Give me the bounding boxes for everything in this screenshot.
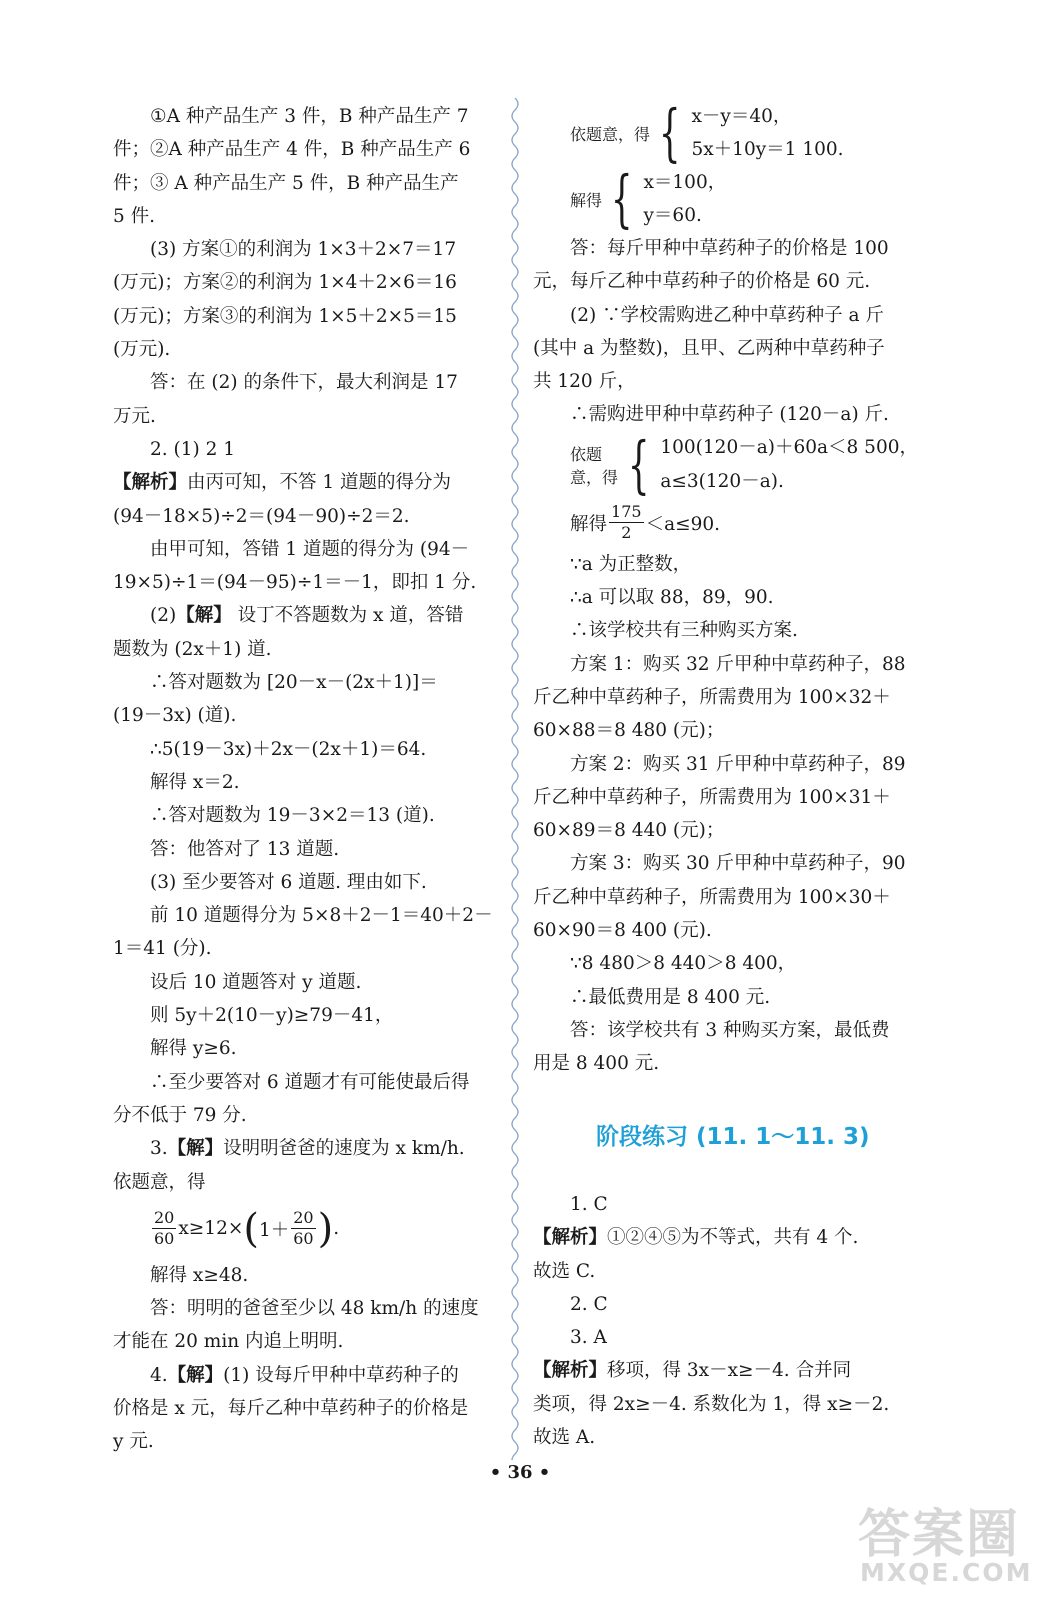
text-line: 设后 10 道题答对 y 道题. xyxy=(150,971,362,993)
text-line: 分不低于 79 分. xyxy=(113,1104,247,1126)
text-line: ∴答对题数为 [20－x－(2x＋1)]＝ xyxy=(150,672,438,694)
text-line: 题数为 (2x＋1) 道. xyxy=(113,638,272,660)
text-line: 方案 1：购买 32 斤甲种中草药种子，88 xyxy=(570,653,906,675)
text-line: 解得 y≥6. xyxy=(150,1038,237,1060)
text-line: 共 120 斤， xyxy=(533,371,636,393)
text-line: 移项，得 3x－x≥－4. 合并同 xyxy=(607,1360,852,1382)
item-label: (2) xyxy=(150,605,177,627)
equation: y＝60. xyxy=(643,205,702,226)
text-line: ∴a 可以取 88，89，90. xyxy=(570,587,774,609)
item-label: 3. xyxy=(150,1138,168,1160)
equation: x＝100， xyxy=(643,171,727,193)
brace-icon: { xyxy=(627,427,650,501)
text-line: 斤乙种中草药种子，所需费用为 100×32＋ xyxy=(533,686,891,708)
text-line: 5 件. xyxy=(113,205,156,227)
inequality: 100(120－a)＋60a＜8 500， xyxy=(660,437,918,459)
equation: 5x＋10y＝1 100. xyxy=(691,139,844,160)
text-line: ①A 种产品生产 3 件，B 种产品生产 7 xyxy=(150,106,469,127)
text-line: ∴至少要答对 6 道题才有可能使最后得 xyxy=(150,1071,470,1093)
text-line: 设丁不答题数为 x 道，答错 xyxy=(237,605,464,627)
text-line: ∴最低费用是 8 400 元. xyxy=(570,986,771,1008)
analysis-label: 【解析】 xyxy=(533,1227,608,1249)
text-line: 60×88＝8 480 (元)； xyxy=(533,720,725,742)
text-line: ∵8 480＞8 440＞8 400， xyxy=(570,953,797,975)
watermark-text: 答案圈 xyxy=(858,1505,1021,1565)
text-line: 1＝41 (分). xyxy=(113,938,212,960)
text-line: 方案 3：购买 30 斤甲种中草药种子，90 xyxy=(570,853,906,875)
text-line: 故选 A. xyxy=(533,1427,596,1449)
text-line: ①②④⑤为不等式，共有 4 个. xyxy=(607,1227,859,1249)
text-line: 答：他答对了 13 道题. xyxy=(150,838,340,860)
text-line: 60×90＝8 400 (元). xyxy=(533,920,712,942)
solution-line xyxy=(113,1132,498,1165)
text-line: ∴5(19－3x)＋2x－(2x＋1)＝64. xyxy=(150,738,427,760)
text-line: (万元)；方案②的利润为 1×4＋2×6＝16 xyxy=(113,272,457,294)
text-line: 由甲可知，答错 1 道题的得分为 (94－ xyxy=(150,538,470,560)
solution-line xyxy=(113,1359,498,1392)
text-line: (3) 方案①的利润为 1×3＋2×7＝17 xyxy=(150,239,457,261)
analysis-label: 【解析】 xyxy=(113,472,188,494)
text-line: (其中 a 为整数)，且甲、乙两种中草药种子 xyxy=(533,337,885,359)
text-line: 解得 x＝2. xyxy=(150,771,240,793)
equation-system xyxy=(533,96,918,169)
fraction: $\frac{20}{60}$ xyxy=(293,1208,314,1249)
text-line: 答：每斤甲种中草药种子的价格是 100 xyxy=(570,238,889,259)
left-column xyxy=(113,100,498,1459)
solution-label: 【解】 xyxy=(167,1138,224,1160)
text-line: 则 5y＋2(10－y)≥79－41， xyxy=(150,1005,394,1027)
text-line: 件；③ A 种产品生产 5 件，B 种产品生产 xyxy=(113,172,459,194)
text-line: (万元). xyxy=(113,339,171,361)
text-line: ∴答对题数为 19－3×2＝13 (道). xyxy=(150,805,435,827)
text-line: 依题意，得 xyxy=(113,1171,206,1193)
equation-system xyxy=(533,162,918,235)
brace-icon: { xyxy=(610,162,633,235)
text-line: (1) 设每斤甲种中草药种子的 xyxy=(223,1364,459,1386)
text-line: 设明明爸爸的速度为 x km/h. xyxy=(223,1138,465,1160)
inequality-expression: $\frac{20}{60}$ x≥12× ( 1＋ $\frac{20}{60}$ ) . xyxy=(154,1205,340,1252)
text-line: 60×89＝8 440 (元)； xyxy=(533,820,725,842)
text-line: 价格是 x 元，每斤乙种中草药种子的价格是 xyxy=(113,1397,469,1419)
text-line: (3) 至少要答对 6 道题. 理由如下. xyxy=(150,871,427,893)
text-line: 答：明明的爸爸至少以 48 km/h 的速度 xyxy=(150,1298,479,1320)
text-line: 用是 8 400 元. xyxy=(533,1053,660,1075)
fraction: $\frac{175}{2}$ xyxy=(611,502,642,543)
analysis-line xyxy=(533,1221,918,1254)
page-number: • 36 • xyxy=(489,1462,551,1483)
watermark-url: MXQE.COM xyxy=(860,1558,1033,1587)
inequality-system xyxy=(533,427,918,501)
text-line: 19×5)÷1＝(94－95)÷1＝－1，即扣 1 分. xyxy=(113,572,477,594)
column-divider xyxy=(507,98,523,1460)
text-line: 解得 x≥48. xyxy=(150,1264,249,1286)
text-line: (94－18×5)÷2＝(94－90)÷2＝2. xyxy=(113,505,410,527)
text-line: 斤乙种中草药种子，所需费用为 100×30＋ xyxy=(533,886,891,908)
inequality: a≤3(120－a). xyxy=(660,470,784,492)
text-line: 答：在 (2) 的条件下，最大利润是 17 xyxy=(150,372,458,394)
text-line: 元，每斤乙种中草药种子的价格是 60 元. xyxy=(533,271,871,293)
text-line: 斤乙种中草药种子，所需费用为 100×31＋ xyxy=(533,786,891,808)
item-label: 4. xyxy=(150,1364,168,1386)
text-line: (2) ∵学校需购进乙种中草药种子 a 斤 xyxy=(570,304,884,326)
answer-2: 2. C xyxy=(570,1293,608,1315)
text-line: 故选 C. xyxy=(533,1260,596,1282)
system-prefix: 解得 xyxy=(570,190,603,210)
text-line: (19－3x) (道). xyxy=(113,705,237,727)
analysis-label: 【解析】 xyxy=(533,1360,608,1382)
answer-1: 1. C xyxy=(570,1194,608,1215)
solution-range: 解得 $\frac{175}{2}$ ＜a≤90. xyxy=(570,502,721,543)
solution-line xyxy=(113,599,498,632)
solution-label: 【解】 xyxy=(176,605,232,627)
text-line: 类项，得 2x≥－4. 系数化为 1，得 x≥－2. xyxy=(533,1393,890,1415)
fraction: $\frac{20}{60}$ xyxy=(154,1208,175,1249)
system-prefix: 依题意，得 xyxy=(570,444,619,487)
text-line: 方案 2：购买 31 斤甲种中草药种子，89 xyxy=(570,753,906,775)
text-line: 万元. xyxy=(113,405,156,427)
analysis-line xyxy=(533,1354,918,1387)
text-line: 答：该学校共有 3 种购买方案，最低费 xyxy=(570,1019,890,1041)
text-line: 前 10 道题得分为 5×8＋2－1＝40＋2－ xyxy=(150,905,493,927)
right-column xyxy=(533,96,918,1081)
section-answers xyxy=(533,1188,918,1454)
text-line: (万元)；方案③的利润为 1×5＋2×5＝15 xyxy=(113,305,457,327)
system-prefix: 依题意，得 xyxy=(570,124,651,144)
equation: x－y＝40， xyxy=(691,105,792,127)
section-heading: 阶段练习 (11. 1～11. 3) xyxy=(596,1124,870,1150)
text-line: 由丙可知，不答 1 道题的得分为 xyxy=(187,472,452,494)
answer-2-1: 2. (1) 2 1 xyxy=(150,438,236,460)
text-line: ∵a 为正整数， xyxy=(570,553,692,575)
text-line: 才能在 20 min 内追上明明. xyxy=(113,1331,344,1353)
answer-3: 3. A xyxy=(570,1327,607,1349)
text-line: ∴需购进甲种中草药种子 (120－a) 斤. xyxy=(570,404,889,426)
text-line: 件；②A 种产品生产 4 件，B 种产品生产 6 xyxy=(113,139,471,161)
analysis-line xyxy=(113,466,498,499)
text-line: y 元. xyxy=(113,1431,154,1453)
text-line: ∴该学校共有三种购买方案. xyxy=(570,620,798,642)
watermark-logo xyxy=(848,1492,1033,1592)
solution-label: 【解】 xyxy=(167,1364,224,1386)
brace-icon: { xyxy=(658,96,681,169)
